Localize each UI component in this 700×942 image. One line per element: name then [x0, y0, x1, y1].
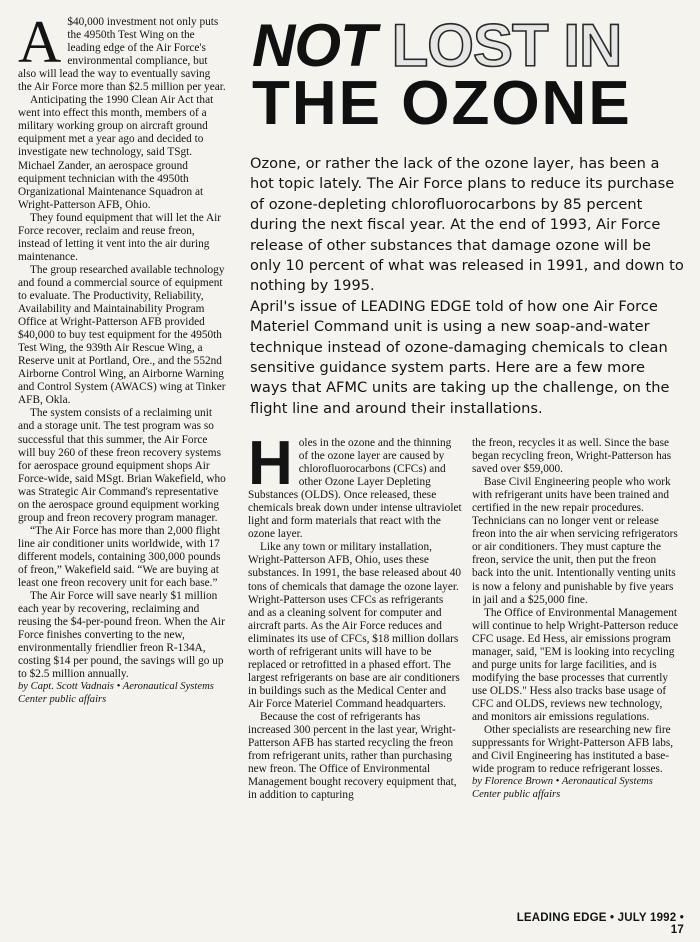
article-paragraph: Like any town or military installation, Wright-Patterson AFB, Ohio, uses these substances. In 1991, the base released about 40 tons of chemicals that damage the ozone layer. Wright-Patterson uses CFCs as refrigerants and as a cleaning solvent for computer and aircraft parts. As the Air Force reduces and eliminates its use of CFCs, $18 million dollars worth of refrigerant units will have to be replaced or retrofitted in a phased effort. The largest refrigerants on base are air conditioners in buildings such as the Medical Center and Air Force Materiel Command headquarters. — [248, 541, 462, 710]
article-paragraph: Anticipating the 1990 Clean Air Act that went into effect this month, members of a military working group on aircraft ground equipment met a year ago and decided to investigate new technology, said TSgt. Michael Zander, an aerospace ground equipment technician with the 4950th Organizational Maintenance Squadron at Wright-Patterson AFB, Ohio. — [18, 94, 214, 211]
deck-paragraph: April's issue of LEADING EDGE told of how one Air Force Materiel Command unit is using a new soap-and-water technique instead of ozone-damaging chemicals to clean sensitive guidance system parts. Here are a few more ways that AFMC units are taking up the challenge, on the flight line and around their installations. — [250, 297, 670, 417]
article-paragraph: “The Air Force has more than 2,000 flight line air conditioner units worldwide, with 17 different models, containing 300,000 pounds of freon,” Wakefield said. “We are buying at least one freon recovery unit for each base.” — [18, 524, 221, 590]
headline-lost-in: LOST IN — [391, 12, 622, 79]
article-paragraph: Base Civil Engineering people who work with refrigerant units have been trained and certified in the new repair procedures. Technicians can no longer vent or release freon into the air when servicing refrigerators or air conditioners. They must capture the freon, service the unit, then put the freon back into the unit. Intentionally venting units is now a felony and punishable by five years in jail and a $25,000 fine. — [472, 476, 678, 606]
byline: by Capt. Scott Vadnais • Aeronautical Systems Center public affairs — [18, 681, 214, 705]
byline: by Florence Brown • Aeronautical Systems Center public affairs — [472, 776, 653, 800]
article-paragraph: Because the cost of refrigerants has increased 300 percent in the last year, Wright-Patterson AFB has started recycling the freon from refrigerant units, rather than purchasing new freon. The Office of Environmental Management bought recovery equipment that, in addition to capturing — [248, 710, 457, 802]
article-paragraph: oles in the ozone and the thinning of the ozone layer are caused by chlorofluorocarbons (CFCs) and other Ozone Layer Depleting Substances (OLDS). Once released, these chemicals break down under intense ultraviolet light and form materials that react with the ozone layer. — [248, 437, 462, 541]
deck-paragraph: Ozone, or rather the lack of the ozone layer, has been a hot topic lately. The Air Force plans to reduce its purchase of ozone-depleting chlorofluorocarbons by 85 percent during the next fiscal year. At the end of 1993, Air Force release of other substances that damage ozone will be only 10 percent of what was released in 1991, and down to nothing by 1995. — [250, 155, 684, 295]
deck-intro — [250, 154, 684, 419]
headline-the-ozone: THE OZONE — [252, 69, 632, 138]
headline-not: NOT — [252, 12, 376, 79]
drop-cap: A — [18, 9, 62, 75]
drop-cap: H — [248, 429, 293, 498]
article-holes-column-1 — [248, 429, 462, 802]
headline — [252, 12, 692, 138]
article-freon-column — [18, 9, 226, 706]
page-footer: LEADING EDGE • JULY 1992 • 17 — [516, 912, 684, 936]
article-paragraph: the freon, recycles it as well. Since the base began recycling freon, Wright-Patterson has saved over $59,000. — [472, 437, 672, 476]
article-paragraph: The Office of Environmental Management will continue to help Wright-Patterson reduce CFC usage. Ed Hess, air emissions program manager, said, "EM is looking into recycling and purge units for large facilities, and is modifying the base processes that currently use OLDS." Hess also tracks base usage of CFC and OLDS, reviews new technology, and monitors air emissions regulations. — [472, 606, 679, 723]
article-holes-column-2 — [472, 437, 680, 801]
article-paragraph: Other specialists are researching new fire suppressants for Wright-Patterson AFB labs, and Civil Engineering has instituted a base-wide program to reduce refrigerant losses. — [472, 724, 674, 776]
article-paragraph: The group researched available technology and found a commercial source of equipment to evaluate. The Productivity, Reliability, Availability and Maintainability Program Office at Wright-Patterson AFB provided $40,000 to buy test equipment for the 4950th Test Wing, the 939th Air Rescue Wing, a Reserve unit at Portland, Ore., and the 552nd Airborne Control Wing, an Airborne Warning and Control System (AWACS) wing at Tinker AFB, Okla. — [18, 263, 226, 407]
article-paragraph: They found equipment that will let the Air Force recover, reclaim and reuse freon, instead of letting it vent into the air during maintenance. — [18, 211, 222, 263]
article-paragraph: $40,000 investment not only puts the 4950th Test Wing on the leading edge of the Air Force's environmental compliance, but also will lead the way to eventually saving the Air Force more than $2.5 million per year. — [18, 16, 226, 94]
article-paragraph: The Air Force will save nearly $1 million each year by recovering, reclaiming and reusing the $4-per-pound freon. When the Air Force finishes converting to the new, environmentally friendlier freon R-134A, costing $14 per pound, the savings will go up to $2.5 million annually. — [18, 590, 225, 681]
article-paragraph: The system consists of a reclaiming unit and a storage unit. The test program was so successful that this summer, the Air Force will buy 260 of these freon recovery systems for aerospace ground equipment shops Air Force-wide, said MSgt. Brian Wakefield, who was Strategic Air Command's representative on the aerospace ground equipment working group and freon recovery program manager. — [18, 407, 226, 524]
